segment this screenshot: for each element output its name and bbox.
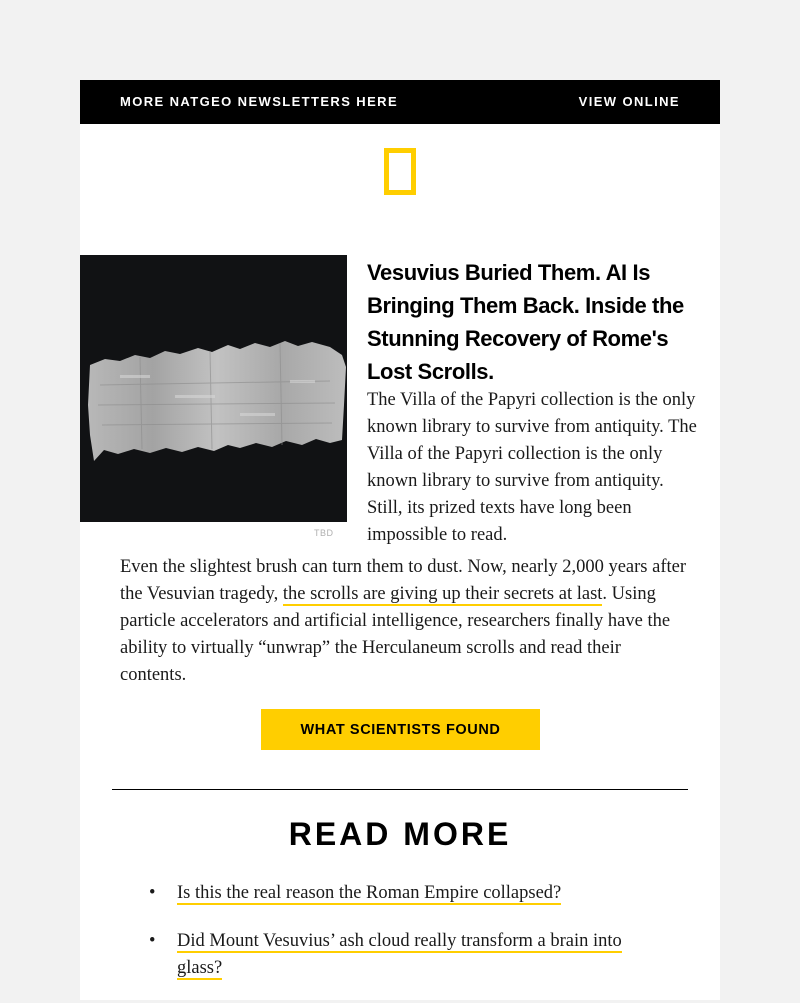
read-more-heading: READ MORE — [288, 816, 512, 852]
bullet-icon: • — [149, 931, 156, 951]
scrolls-secrets-link[interactable]: the scrolls are giving up their secrets at last — [282, 584, 603, 604]
roman-empire-link[interactable]: Is this the real reason the Roman Empire collapsed? — [177, 883, 562, 903]
read-more-list — [149, 880, 647, 1003]
what-scientists-found-button[interactable]: WHAT SCIENTISTS FOUND — [261, 709, 540, 750]
paragraph-text-after: . Using particle accelerators and artificial intelligence, researchers finally have the ability to virtually “unwrap” the Herculaneum scrolls and read their contents. — [120, 584, 671, 685]
article-paragraph — [120, 554, 690, 689]
more-newsletters-link[interactable]: MORE NATGEO NEWSLETTERS HERE — [120, 94, 399, 109]
article-headline[interactable]: Vesuvius Buried Them. AI Is Bringing Them Back. Inside the Stunning Recovery of Rome's Lost Scrolls. — [367, 260, 684, 384]
scroll-image[interactable] — [80, 255, 347, 522]
paragraph-text-before: Even the slightest brush can turn them to dust. Now, nearly 2,000 years after the Vesuvian tragedy, — [120, 557, 686, 604]
newsletter-body — [80, 80, 720, 1000]
papyrus-scroll-illustration — [80, 255, 347, 522]
read-more-item — [149, 928, 647, 982]
article-intro: The Villa of the Papyri collection is the only known library to survive from antiquity. The Villa of the Papyri collection is the only known library to survive from antiquity. Still, its prized texts have long been impossible to read. — [367, 390, 697, 545]
vesuvius-brain-glass-link[interactable]: Did Mount Vesuvius’ ash cloud really transform a brain into glass? — [177, 931, 622, 978]
read-more-item — [149, 880, 647, 907]
top-bar — [80, 80, 720, 124]
bullet-icon: • — [149, 883, 156, 903]
natgeo-logo-icon[interactable] — [384, 148, 416, 195]
section-divider — [112, 789, 688, 790]
view-online-link[interactable]: VIEW ONLINE — [578, 94, 680, 109]
image-credit: TBD — [314, 528, 334, 538]
